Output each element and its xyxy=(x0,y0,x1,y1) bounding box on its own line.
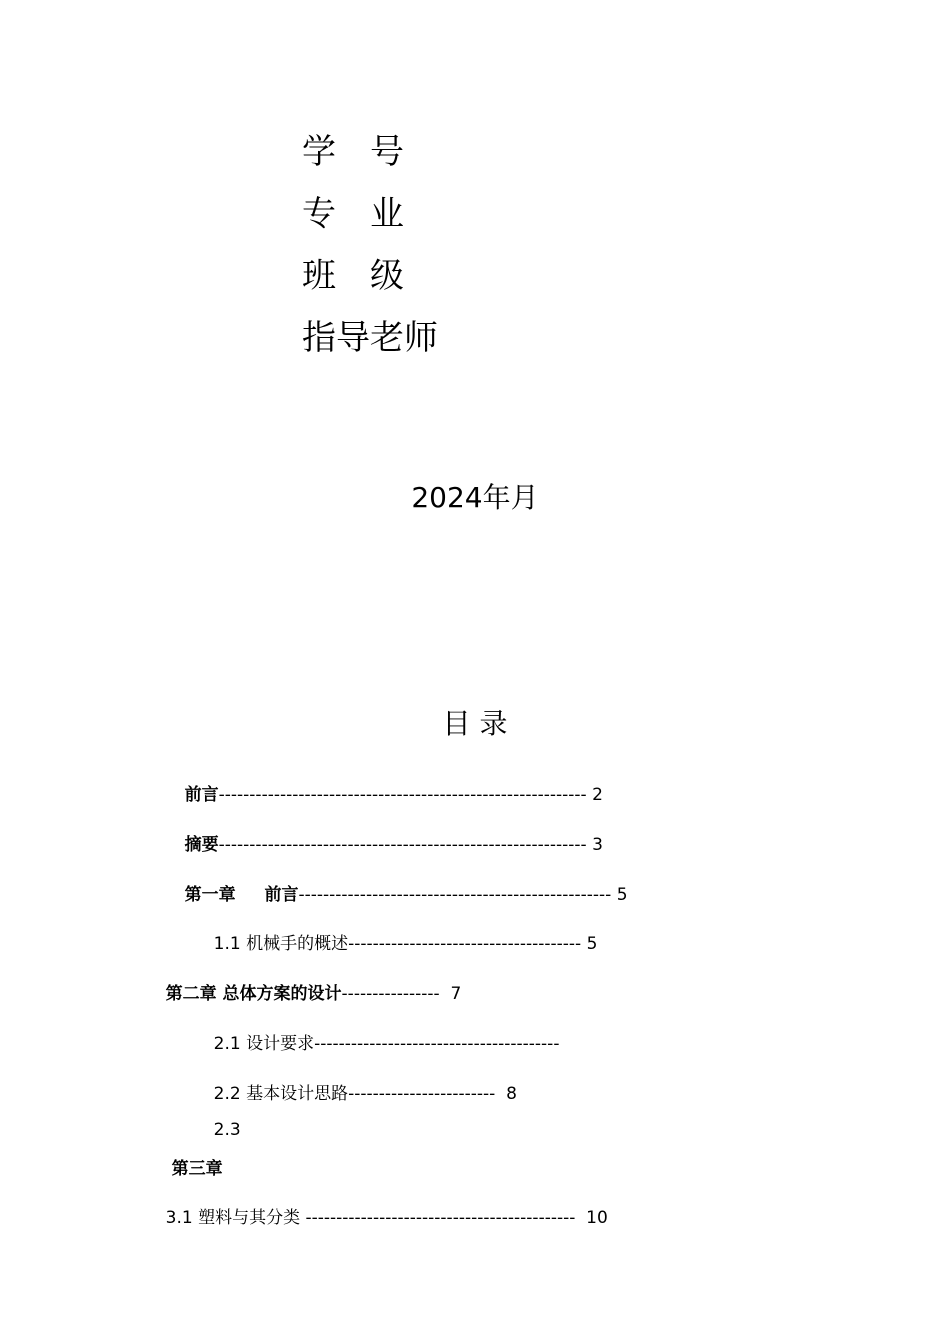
toc-entry-leader: --------------------------------------------------- 5 xyxy=(298,885,628,905)
advisor-label: 指导老师 xyxy=(302,318,438,358)
toc-entry-label: 第一章 前言 xyxy=(184,885,299,905)
toc-entry-label: 2.3 xyxy=(213,1120,241,1140)
toc-entry-label: 3.1 塑料与其分类 xyxy=(165,1208,306,1228)
toc-entry-label: 1.1 机械手的概述 xyxy=(213,934,349,954)
toc-entry-label: 摘要 xyxy=(184,835,219,855)
toc-entry-label: 第三章 xyxy=(171,1159,223,1179)
cover-date: 2024年月 xyxy=(411,481,539,514)
toc-entry-label: 前言 xyxy=(184,785,219,805)
toc-entry-leader: ------------------------ 8 xyxy=(348,1084,517,1104)
toc-entry-label: 2.2 基本设计思路 xyxy=(213,1084,349,1104)
toc-entry-label: 第二章 总体方案的设计 xyxy=(165,984,342,1004)
student-id-label: 学 号 xyxy=(302,132,404,172)
toc-title: 目 录 xyxy=(442,707,508,740)
class-label: 班 级 xyxy=(302,256,404,296)
toc-entry[interactable] xyxy=(144,1185,608,1251)
toc-entry-leader: ------------------------------------------------------------ 2 xyxy=(218,785,603,805)
toc-entry-leader: -------------------------------------- 5 xyxy=(348,934,598,954)
major-label: 专 业 xyxy=(302,194,404,234)
toc-entry-leader: ---------------- 7 xyxy=(341,984,462,1004)
toc-entry-leader: ------------------------------------------------------------ 3 xyxy=(218,835,603,855)
toc-entry-label: 2.1 设计要求 xyxy=(213,1034,315,1054)
toc-entry-leader: -------------------------------------------- 10 xyxy=(305,1208,608,1228)
toc-entry-leader: ---------------------------------------- xyxy=(314,1034,560,1054)
toc-entry[interactable] xyxy=(192,1061,517,1127)
